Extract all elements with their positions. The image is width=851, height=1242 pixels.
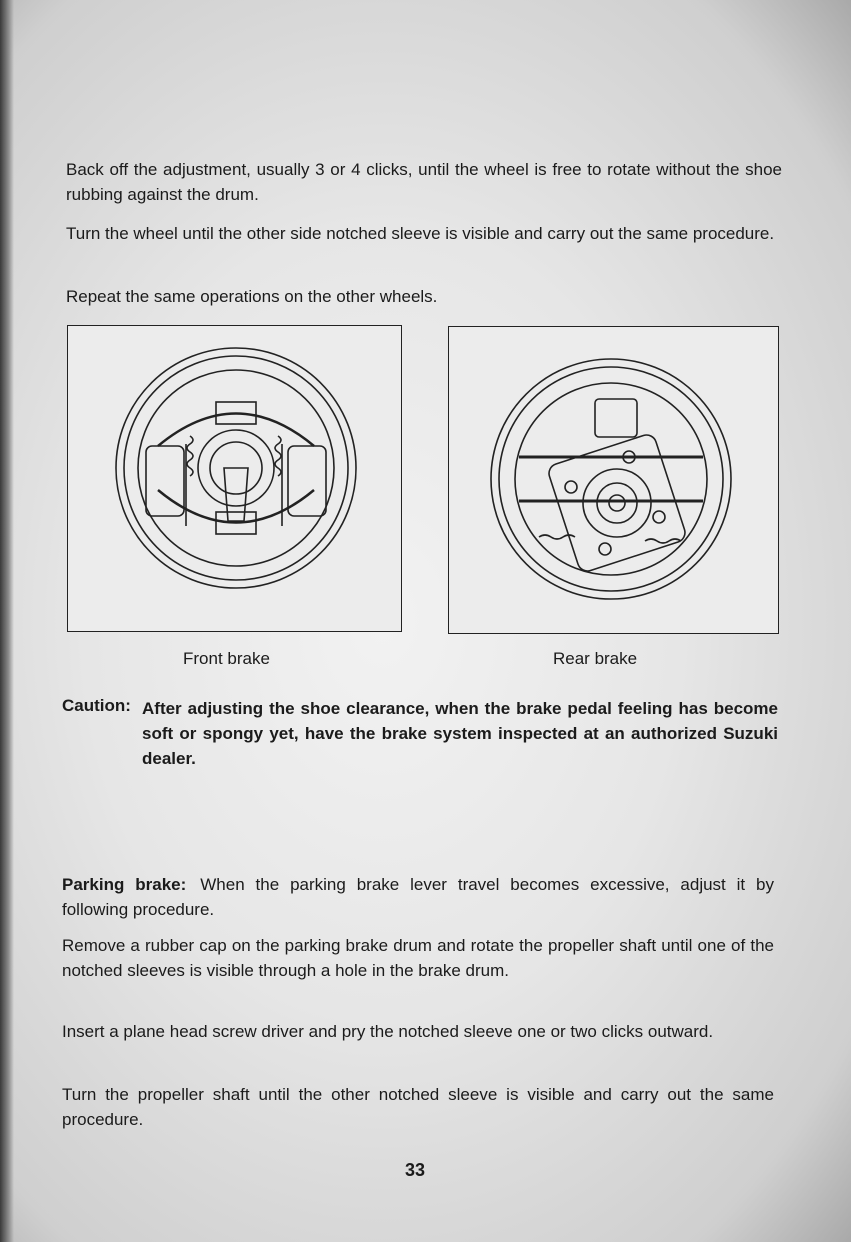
parking-brake-label: Parking brake:	[62, 875, 187, 894]
front-brake-illustration	[68, 326, 401, 631]
paragraph-back-off: Back off the adjustment, usually 3 or 4 clicks, until the wheel is free to rotate without the shoe rubbing against the drum.	[66, 160, 782, 204]
rear-brake-illustration	[449, 327, 778, 633]
paragraph-remove-cap: Remove a rubber cap on the parking brake drum and rotate the propeller shaft until one of the notched sleeves is visible through a hole in the brake drum.	[62, 936, 774, 980]
front-brake-caption: Front brake	[183, 649, 270, 668]
parking-brake-intro-text: When the parking brake lever travel becomes excessive, adjust it by following procedure.	[62, 875, 774, 919]
caution-text: After adjusting the shoe clearance, when the brake pedal feeling has become soft or spongy yet, have the brake system inspected at an authorized Suzuki dealer.	[142, 699, 778, 768]
page-number: 33	[405, 1160, 426, 1180]
parking-brake-intro	[62, 872, 774, 922]
rear-brake-caption: Rear brake	[553, 649, 638, 668]
caution-label: Caution:	[62, 696, 131, 715]
binding-edge	[0, 0, 14, 1242]
paragraph-turn-shaft: Turn the propeller shaft until the other notched sleeve is visible and carry out the same procedure.	[62, 1085, 774, 1129]
paragraph-insert-driver: Insert a plane head screw driver and pry the notched sleeve one or two clicks outward.	[62, 1022, 714, 1041]
front-brake-figure	[67, 325, 402, 632]
paragraph-repeat: Repeat the same operations on the other wheels.	[66, 287, 438, 306]
paragraph-turn-wheel: Turn the wheel until the other side notched sleeve is visible and carry out the same procedure.	[66, 224, 775, 243]
rear-brake-figure	[448, 326, 779, 634]
